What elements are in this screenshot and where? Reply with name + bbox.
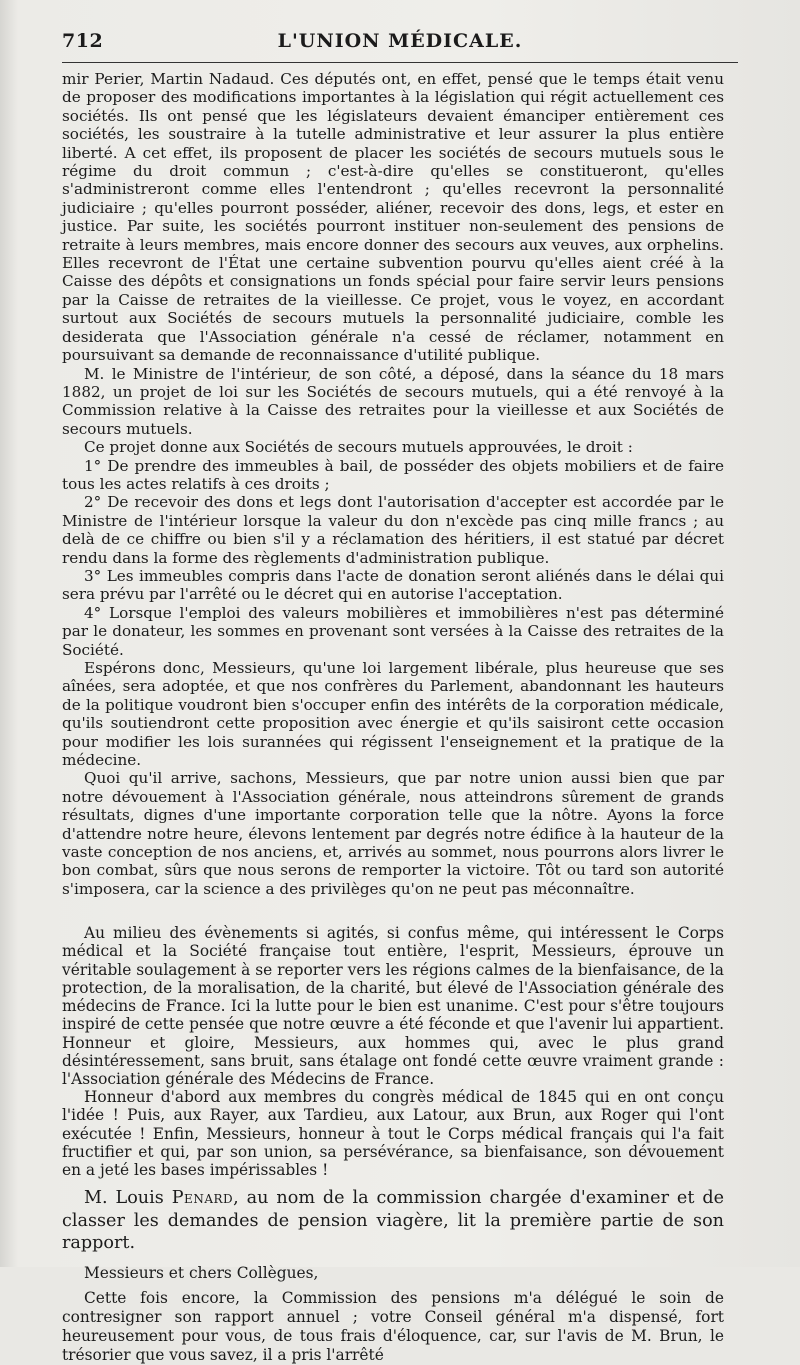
paragraph: Au milieu des évènements si agités, si confus même, qui intéressent le Corps médical et la Société française tout entière, l'esprit, Messieurs, éprouve un véritable soulagement à se reporter vers les régions calmes de la bienfaisance, de la protection, de la moralisation, de la charité, but élevé de l'Association générale des médecins de France. Ici la lutte pour le bien est unanime. C'est pour s'être toujours inspiré de cette pensée que notre œuvre a été féconde et que l'avenir lui appartient. Honneur et gloire, Messieurs, aux hommes qui, avec le plus grand désintéressement, sans bruit, sans étalage ont fondé cette œuvre vraiment grande : l'Association générale des Médecins de France. [62, 924, 724, 1088]
paragraph: Honneur d'abord aux membres du congrès médical de 1845 qui en ont conçu l'idée ! Puis, aux Rayer, aux Tardieu, aux Latour, aux Brun, aux Roger qui l'ont exécutée ! Enfin, Messieurs, honneur à tout le Corps médical français qui l'a fait fructifier et qui, par son union, sa persévérance, sa bienfaisance, son dévouement en a jeté les bases impérissables ! [62, 1088, 724, 1179]
paragraph: Quoi qu'il arrive, sachons, Messieurs, que par notre union aussi bien que par notre dévouement à l'Association générale, nous atteindrons sûrement de grands résultats, dignes d'une importante corporation telle que la nôtre. Ayons la force d'attendre notre heure, élevons lentement par degrés notre édifice à la hauteur de la vaste conception de nos anciens, et, arrivés au sommet, nous pourrons alors livrer le bon combat, sûrs que nous serons de remporter la victoire. Tôt ou tard son autorité s'imposera, car la science a des privilèges qu'on ne peut pas méconnaître. [62, 769, 724, 898]
paragraph: mir Perier, Martin Nadaud. Ces députés ont, en effet, pensé que le temps était venu de proposer des modifications importantes à la législation qui régit actuellement ces sociétés. Ils ont pensé que les législateurs devaient émanciper entièrement ces sociétés, les soustraire à la tutelle administrative et leur assurer la plus entière liberté. A cet effet, ils proposent de placer les sociétés de secours mutuels sous le régime du droit commun ; c'est-à-dire qu'elles se constitueront, qu'elles s'administreront comme elles l'entendront ; qu'elles recevront la personnalité judiciaire ; qu'elles pourront posséder, aliéner, recevoir des dons, legs, et ester en justice. Par suite, les sociétés pourront instituer non-seulement des pensions de retraite à leurs membres, mais encore donner des secours aux veuves, aux orphelins. Elles recevront de l'État une certaine subvention pourvu qu'elles aient créé à la Caisse des dépôts et consignations un fonds spécial pour faire servir leurs pensions par la Caisse de retraites de la vieillesse. Ce projet, vous le voyez, en accordant surtout aux Sociétés de secours mutuels la personnalité judiciaire, comble les desiderata que l'Association générale n'a cessé de réclamer, notamment en poursuivant sa demande de reconnaissance d'utilité publique. [62, 70, 724, 365]
page-header [62, 30, 738, 58]
report-opening [62, 1289, 724, 1365]
paragraph: M. le Ministre de l'intérieur, de son côté, a déposé, dans la séance du 18 mars 1882, un projet de loi sur les Sociétés de secours mutuels, qui a été renvoyé à la Commission relative à la Caisse des retraites pour la vieillesse et aux Sociétés de secours mutuels. [62, 364, 724, 438]
page-number: 712 [62, 30, 104, 52]
rapport-intro [62, 1187, 724, 1255]
section-gap [62, 898, 724, 924]
speaker-name: Penard [171, 1188, 234, 1209]
list-item: 1° De prendre des immeubles à bail, de posséder des objets mobiliers et de faire tous les actes relatifs à ces droits ; [62, 456, 724, 493]
rapport-paragraph [62, 1187, 724, 1255]
running-title: L'UNION MÉDICALE. [277, 30, 523, 52]
closing-section [62, 924, 724, 1179]
list-item: 2° De recevoir des dons et legs dont l'autorisation d'accepter est accordée par le Ministre de l'intérieur lorsque la valeur du don n'excède pas cinq mille francs ; au delà de ce chiffre ou bien s'il y a réclamation des héritiers, il est statué par décret rendu dans la forme des règlements d'administration publique. [62, 493, 724, 567]
header-rule [62, 62, 738, 63]
paragraph: Ce projet donne aux Sociétés de secours mutuels approuvées, le droit : [84, 438, 633, 457]
list-item: 3° Les immeubles compris dans l'acte de donation seront aliénés dans le délai qui sera prévu par l'arrêté ou le décret qui en autorise l'acceptation. [62, 566, 724, 604]
article-body [62, 70, 724, 1365]
paragraph: Espérons donc, Messieurs, qu'une loi largement libérale, plus heureuse que ses aînées, sera adoptée, et que nos confrères du Parlement, abandonnant les hauteurs de la politique voudront bien s'occuper enfin des intérêts de la corporation médicale, qu'ils soutiendront cette proposition avec énergie et qu'ils saisiront cette occasion pour modifier les lois surannées qui régissent l'enseignement et la pratique de la médecine. [62, 659, 724, 770]
rapport-text: , au nom de la commission chargée d'examiner et de classer les demandes de pension viagère, lit la première partie de son rapport. [62, 1188, 724, 1254]
speaker-prefix: M. Louis [84, 1188, 172, 1209]
list-item: 4° Lorsque l'emploi des valeurs mobilières et immobilières n'est pas déterminé par le donateur, les sommes en provenant sont versées à la Caisse des retraites de la Société. [62, 603, 724, 659]
salutation: Messieurs et chers Collègues, [84, 1263, 319, 1282]
paragraph: Cette fois encore, la Commission des pensions m'a délégué le soin de contresigner son rapport annuel ; votre Conseil général m'a dispensé, fort heureusement pour vous, de tous frais d'éloquence, car, sur l'avis de M. Brun, le trésorier que vous savez, il a pris l'arrêté [62, 1288, 724, 1364]
